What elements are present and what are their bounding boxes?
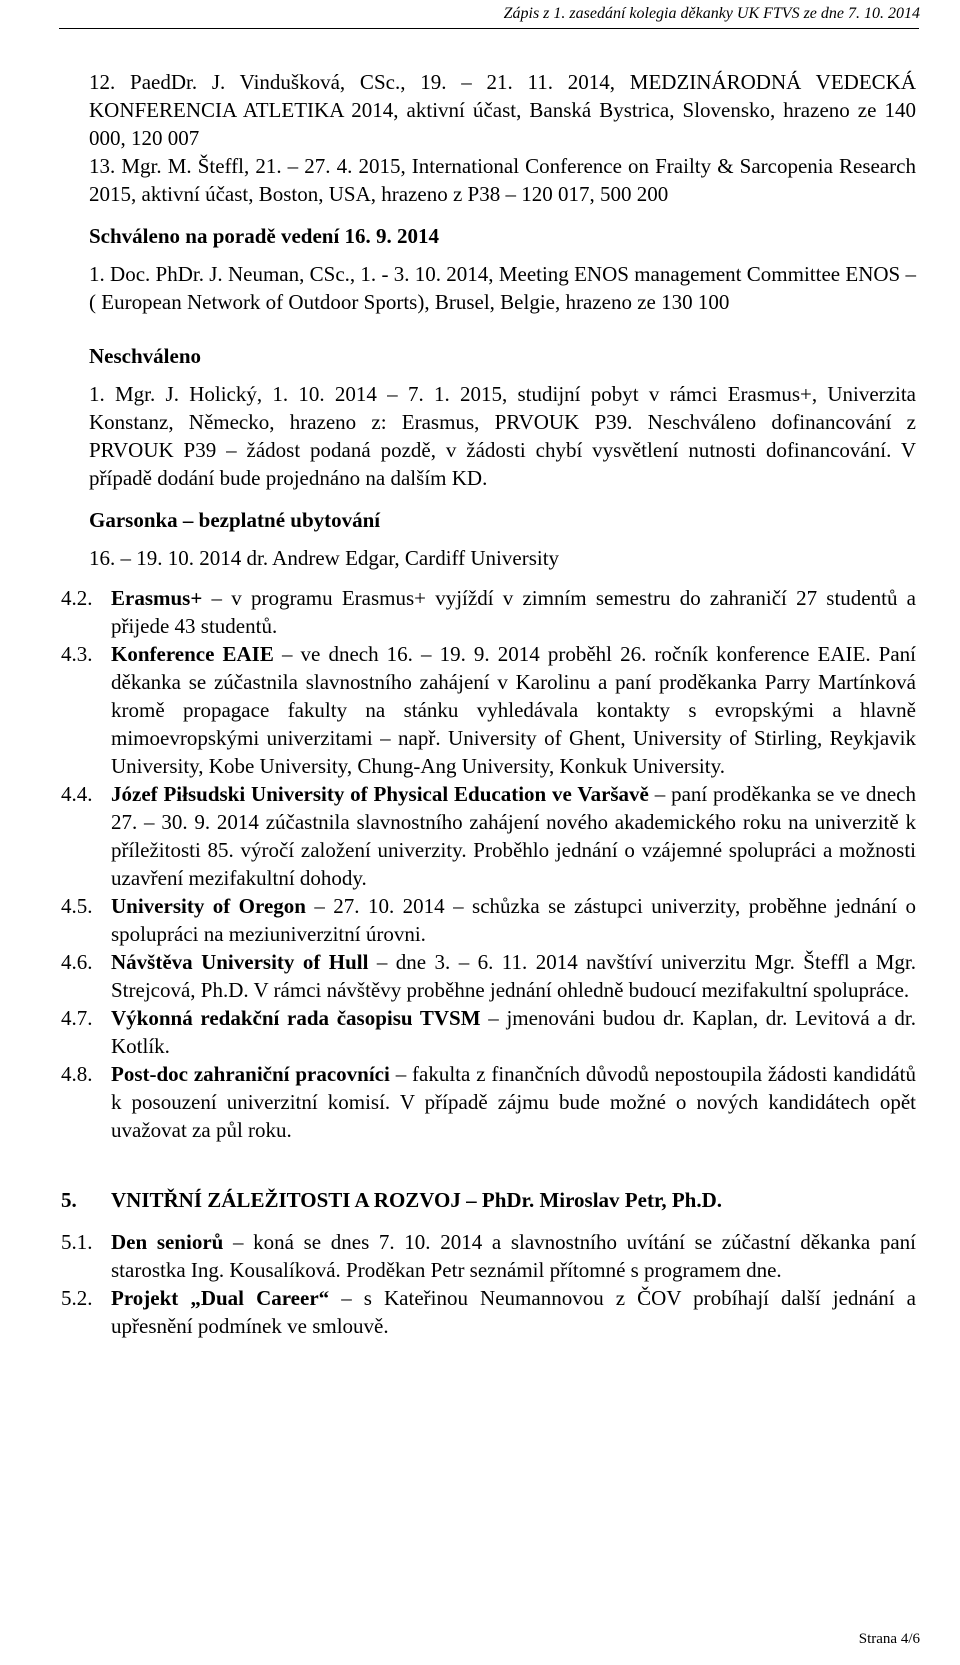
agenda-item — [61, 1004, 916, 1060]
rejected-entry: 1. Mgr. J. Holický, 1. 10. 2014 – 7. 1. 2015, studijní pobyt v rámci Erasmus+, Univerzita Konstanz, Německo, hrazeno z: Erasmus, PRVOUK P39. Neschváleno dofinancování z PRVOUK P39 – žádost podaná pozdě, v žádosti chybí vysvětlení nutnosti dofinancování. V případě dodání bude projednáno na dalším KD. — [89, 382, 916, 490]
item-text: – dne 3. – 6. 11. 2014 navštíví univerzitu Mgr. Šteffl a Mgr. Strejcová, Ph.D. V rámci návštěvy proběhne jednání ohledně budoucí mezifakultní spolupráce. — [111, 950, 916, 1002]
agenda-item — [61, 1228, 916, 1284]
item-title: Den seniorů — [111, 1230, 224, 1254]
item-number: 4.4. — [61, 782, 93, 806]
agenda-item — [61, 1284, 916, 1340]
item-number: 4.6. — [61, 950, 93, 974]
section-4-items — [61, 584, 916, 1144]
list-item: 12. PaedDr. J. Vindušková, CSc., 19. – 21. 11. 2014, MEDZINÁRODNÁ VEDECKÁ KONFERENCIA ATLETIKA 2014, aktivní účast, Banská Bystrica, Slovensko, hrazeno ze 140 000, 120 007 — [89, 70, 916, 150]
item-number: 4.5. — [61, 894, 93, 918]
section-5-heading — [61, 1186, 916, 1214]
item-text: – s Kateřinou Neumannovou z ČOV probíhají další jednání a upřesnění podmínek ve smlouvě. — [111, 1286, 916, 1338]
page-header: Zápis z 1. zasedání kolegia děkanky UK FTVS ze dne 7. 10. 2014 — [503, 5, 920, 22]
section-5-items — [61, 1228, 916, 1340]
page-number: Strana 4/6 — [858, 1631, 920, 1647]
item-number: 4.2. — [61, 586, 93, 610]
garsonka-heading: Garsonka – bezplatné ubytování — [89, 508, 381, 532]
item-number: 4.3. — [61, 642, 93, 666]
garsonka-entry: 16. – 19. 10. 2014 dr. Andrew Edgar, Cardiff University — [89, 546, 560, 570]
item-title: Konference EAIE — [111, 642, 274, 666]
item-title: Post-doc zahraniční pracovníci — [111, 1062, 390, 1086]
item-number: 4.8. — [61, 1062, 93, 1086]
agenda-item — [61, 948, 916, 1004]
document-body — [61, 68, 916, 1340]
section-title: VNITŘNÍ ZÁLEŽITOSTI A ROZVOJ – PhDr. Miroslav Petr, Ph.D. — [111, 1188, 723, 1212]
rejected-heading: Neschváleno — [89, 344, 201, 368]
approved-entry: 1. Doc. PhDr. J. Neuman, CSc., 1. - 3. 10. 2014, Meeting ENOS management Committee ENOS – ( European Network of Outdoor Sports), Brusel, Belgie, hrazeno ze 130 100 — [89, 262, 916, 314]
item-title: Projekt „Dual Career“ — [111, 1286, 330, 1310]
item-text: – koná se dnes 7. 10. 2014 a slavnostního uvítání se zúčastní děkanka paní starostka Ing. Kousalíková. Proděkan Petr seznámil přítomné s programem dne. — [111, 1230, 916, 1282]
item-text: – 27. 10. 2014 – schůzka se zástupci univerzity, proběhne jednání o spolupráci na meziuniverzitní úrovni. — [111, 894, 916, 946]
item-text: – paní proděkanka se ve dnech 27. – 30. 9. 2014 zúčastnila slavnostního zahájení nového akademického roku na univerzitě k příležitosti 85. výročí založení univerzity. Proběhlo jednání o vzájemné spolupráci a možnosti uzavření mezifakultní dohody. — [111, 782, 916, 890]
approved-heading: Schváleno na poradě vedení 16. 9. 2014 — [89, 224, 440, 248]
item-title: Návštěva University of Hull — [111, 950, 369, 974]
item-text: – ve dnech 16. – 19. 9. 2014 proběhl 26. ročník konference EAIE. Paní děkanka se zúčastnila slavnostního zahájení v Karolinu a paní proděkanka Parry Martínková kromě propagace fakulty na stánku vyhledávala kontakty s evropskými a hlavně mimoevropskými univerzitami – např. University of Ghent, University of Stirling, Reykjavik University, Kobe University, Chung-Ang University, Konkuk University. — [111, 642, 916, 778]
item-number: 4.7. — [61, 1006, 93, 1030]
item-number: 5.1. — [61, 1230, 93, 1254]
agenda-item — [61, 584, 916, 640]
item-text: – jmenováni budou dr. Kaplan, dr. Levitová a dr. Kotlík. — [111, 1006, 916, 1058]
list-item: 13. Mgr. M. Šteffl, 21. – 27. 4. 2015, International Conference on Frailty & Sarcopenia Research 2015, aktivní účast, Boston, USA, hrazeno z P38 – 120 017, 500 200 — [89, 154, 916, 206]
item-title: University of Oregon — [111, 894, 306, 918]
agenda-item — [61, 780, 916, 892]
item-number: 5.2. — [61, 1286, 93, 1310]
item-text: – fakulta z finančních důvodů nepostoupila žádosti kandidátů k posouzení univerzitní komisí. V případě zájmu bude možné o nových kandidátech opět uvažovat za půl roku. — [111, 1062, 916, 1142]
item-text: – v programu Erasmus+ vyjíždí v zimním semestru do zahraničí 27 studentů a přijede 43 studentů. — [111, 586, 916, 638]
section-number: 5. — [61, 1188, 77, 1212]
header-rule — [59, 28, 919, 29]
agenda-item — [61, 640, 916, 780]
item-title: Erasmus+ — [111, 586, 203, 610]
agenda-item — [61, 1060, 916, 1144]
item-title: Józef Piłsudski University of Physical Education ve Varšavě — [111, 782, 649, 806]
item-title: Výkonná redakční rada časopisu TVSM — [111, 1006, 481, 1030]
agenda-item — [61, 892, 916, 948]
